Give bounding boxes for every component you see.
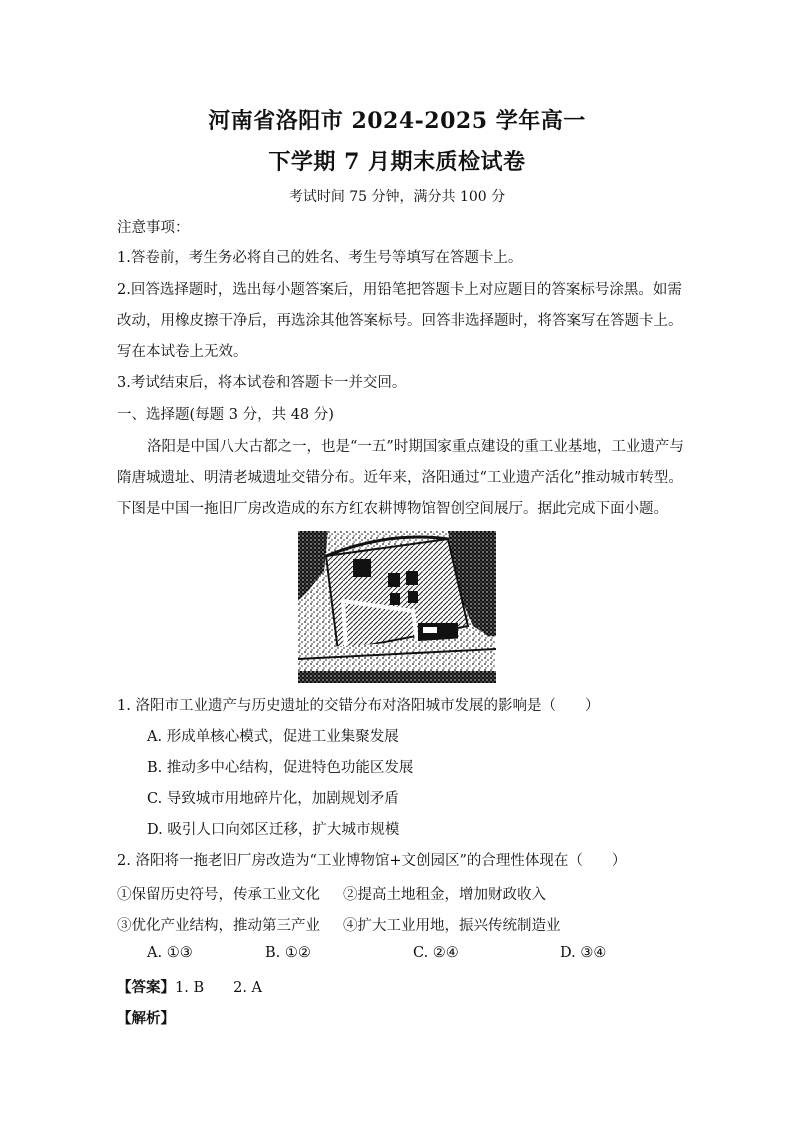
question-1-option-d[interactable]: D. 吸引人口向郊区迁移，扩大城市规模 [147, 822, 400, 838]
answer-text: 1. B 2. A [175, 980, 263, 996]
passage-line3: 下图是中国一拖旧厂房改造成的东方红农耕博物馆智创空间展厅。据此完成下面小题。 [117, 501, 668, 517]
question-2-stem: 2. 洛阳将一拖老旧厂房改造为“工业博物馆+文创园区”的合理性体现在（ ） [117, 853, 627, 869]
question-1-option-a[interactable]: A. 形成单核心模式，促进工业集聚发展 [147, 729, 399, 745]
note-item-1: 1.答卷前，考生务必将自己的姓名、考生号等填写在答题卡上。 [117, 250, 523, 266]
passage-line1: 洛阳是中国八大古都之一，也是“一五”时期国家重点建设的重工业基地，工业遗产与 [147, 439, 684, 455]
question-2-statement-2: ②提高土地租金，增加财政收入 [343, 887, 546, 903]
question-1-stem: 1. 洛阳市工业遗产与历史遗址的交错分布对洛阳城市发展的影响是（ ） [117, 698, 600, 714]
question-2-statement-4: ④扩大工业用地，振兴传统制造业 [343, 918, 561, 934]
question-2-option-a[interactable]: A. ①③ [147, 945, 193, 961]
answer-line [117, 976, 262, 997]
question-1-option-b[interactable]: B. 推动多中心结构，促进特色功能区发展 [147, 760, 414, 776]
exam-title-line1: 河南省洛阳市 2024-2025 学年高一 [208, 108, 586, 134]
question-2-option-b[interactable]: B. ①② [265, 945, 311, 961]
analysis-label: 【解析】 [117, 1010, 175, 1027]
question-2-option-d[interactable]: D. ③④ [560, 945, 607, 961]
passage-line2: 隋唐城遗址、明清老城遗址交错分布。近年来，洛阳通过“工业遗产活化”推动城市转型。 [117, 470, 683, 486]
answer-label: 【答案】 [117, 979, 175, 996]
question-2-statement-1: ①保留历史符号，传承工业文化 [117, 887, 320, 903]
building-photo [298, 531, 496, 683]
note-item-2-line1: 2.回答选择题时，选出每小题答案后，用铅笔把答题卡上对应题目的答案标号涂黑。如需 [117, 282, 682, 298]
notes-heading: 注意事项： [117, 220, 190, 236]
exam-title-line2: 下学期 7 月期末质检试卷 [268, 149, 526, 175]
note-item-3: 3.考试结束后，将本试卷和答题卡一并交回。 [117, 375, 407, 391]
exam-info: 考试时间 75 分钟，满分共 100 分 [288, 189, 506, 205]
question-2-option-c[interactable]: C. ②④ [413, 945, 459, 961]
building-photo-icon [298, 531, 496, 683]
question-2-statement-3: ③优化产业结构，推动第三产业 [117, 918, 320, 934]
note-item-2-line3: 写在本试卷上无效。 [117, 344, 248, 360]
question-1-option-c[interactable]: C. 导致城市用地碎片化，加剧规划矛盾 [147, 791, 399, 807]
note-item-2-line2: 改动，用橡皮擦干净后，再选涂其他答案标号。回答非选择题时，将答案写在答题卡上。 [117, 313, 683, 329]
section-heading: 一、选择题(每题 3 分，共 48 分) [117, 407, 334, 423]
